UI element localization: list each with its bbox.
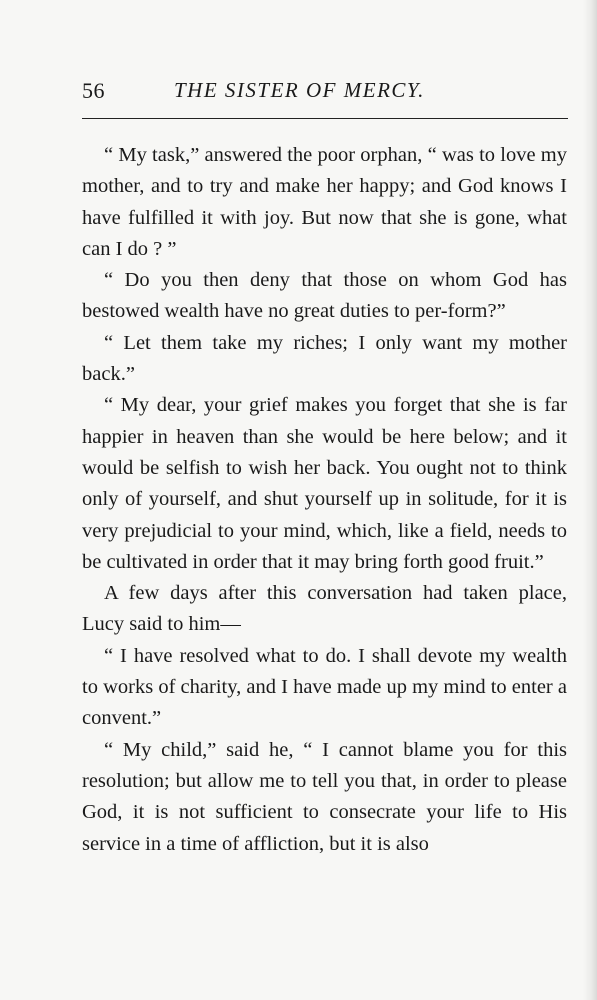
header-rule (82, 118, 568, 119)
paragraph: “ I have resolved what to do. I shall devote my wealth to works of charity, and I have made up my mind to enter a convent.” (82, 644, 567, 730)
paragraph: “ Do you then deny that those on whom God has bestowed wealth have no great duties to per-form?” (82, 269, 567, 323)
paragraph: “ My dear, your grief makes you forget that she is far happier in heaven than she would be here below; and it would be selfish to wish her back. You ought not to think only of yourself, and shut yourself up in solitude, for it is very prejudicial to your mind, which, like a field, needs to be cultivated in order that it may bring forth good fruit.” (82, 394, 567, 573)
body-text (82, 140, 567, 860)
paragraph: “ My child,” said he, “ I cannot blame you for this resolution; but allow me to tell you that, in order to please God, it is not sufficient to consecrate your life to His service in a time of affliction, but it is also (82, 738, 567, 855)
page-edge-shadow (583, 0, 597, 1000)
paragraph: “ My task,” answered the poor orphan, “ was to love my mother, and to try and make her happy; and God knows I have fulfilled it with joy. But now that she is gone, what can I do ? ” (82, 144, 567, 260)
running-title: THE SISTER OF MERCY. (174, 78, 425, 102)
page-number: 56 (82, 78, 105, 103)
paragraph: “ Let them take my riches; I only want my mother back.” (82, 331, 567, 386)
page-header (82, 78, 566, 108)
paragraph: A few days after this conversation had taken place, Lucy said to him— (82, 582, 567, 636)
